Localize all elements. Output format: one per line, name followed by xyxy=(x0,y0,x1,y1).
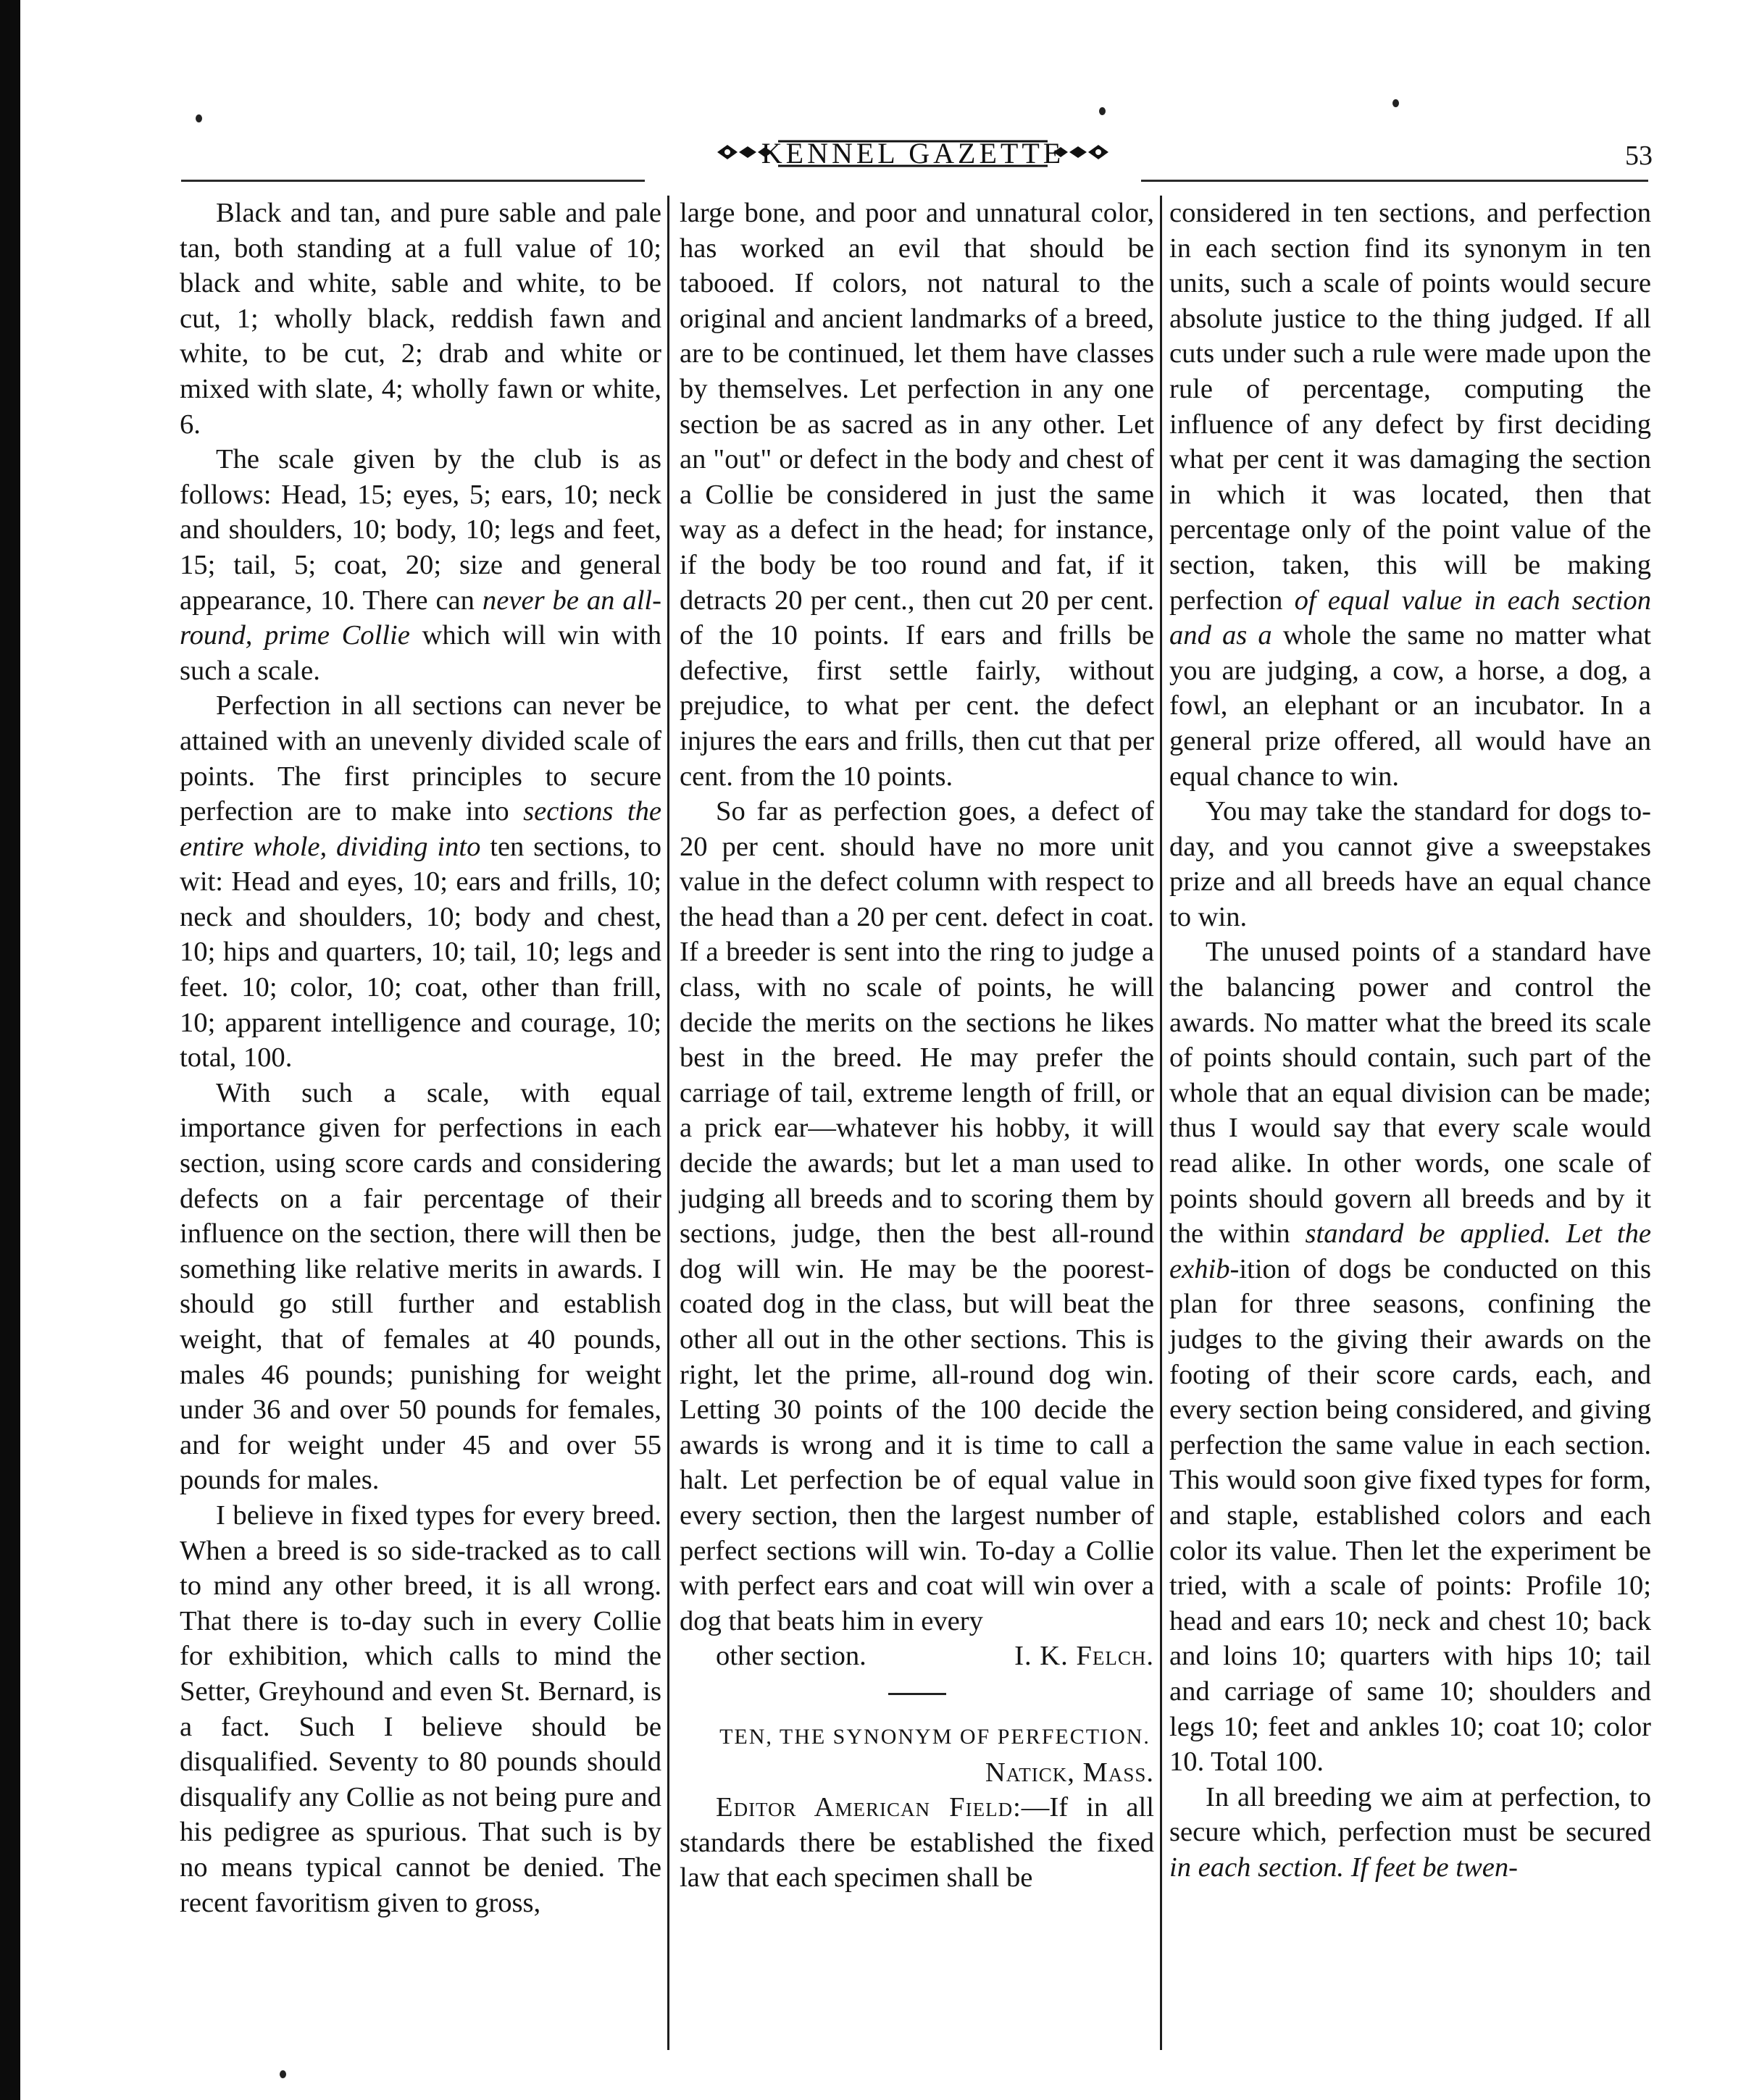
column-3 xyxy=(1169,196,1651,1886)
paragraph: I believe in fixed types for every breed. When a breed is so side-tracked as to call to mind any other breed, it is all wrong. That there is to-day such in every Collie for exhibition, which calls to mind the Setter, Greyhound and even St. Bernard, is a fact. Such I believe should be disqualified. Seventy to 80 pounds should disqualify any Collie as not being pure and his pedigree as spurious. That such is by no means typical cannot be denied. The recent favoritism given to gross, xyxy=(180,1499,661,1918)
paragraph: large bone, and poor and unnatural color, has worked an evil that should be tabooed. If colors, not natural to the original and ancient landmarks of a breed, are to be continued, let them have classes by themselves. Let perfection in any one section be as sacred as in any other. Let an "out" or defect in the body and chest of a Collie be considered in just the same way as a defect in the head; for instance, if the body be too round and fat, if it detracts 20 per cent., then cut 20 per cent. of the 10 points. If ears and frills be defective, first settle fairly, without prejudice, to what per cent. the defect injures the ears and frills, then cut that per cent. from the 10 points. xyxy=(680,198,1154,792)
column-divider xyxy=(667,196,669,2050)
paragraph: Black and tan, and pure sable and pale tan, both standing at a full value of 10; black and white, sable and white, to be cut, 1; wholly black, reddish fawn and white, to be cut, 2; drab and white or mixed with slate, 4; wholly fawn or white, 6. xyxy=(180,198,661,440)
paragraph: With such a scale, with equal importance given for perfections in each section, using score cards and considering defects on a fair percentage of their influence on the section, there will then be something like relative merits in awards. I should go still further and establish weight, that of females at 40 pounds, males 46 pounds; punishing for weight under 36 and over 50 pounds for females, and for weight under 45 and over 55 pounds for males. xyxy=(180,1077,661,1496)
signature-line: other section. I. K. Felch. xyxy=(716,1641,1154,1672)
ink-speck xyxy=(280,2070,286,2078)
header-rule xyxy=(181,180,645,182)
paragraph: You may take the standard for dogs to-day, and you cannot give a sweepstakes prize and all breeds have an equal chance to win. xyxy=(1169,796,1651,932)
paragraph: So far as perfection goes, a defect of 20 per cent. should have no more unit value in the defect column with respect to the head than a 20 per cent. defect in coat. If a breeder is sent into the ring to judge a class, with no scale of points, he will decide the merits on the sections he likes best in the breed. He may prefer the carriage of tail, extreme length of frill, or a prick ear—whatever his hobby, it will decide the awards; but let a man used to judging all breeds and to scoring them by sections, judge, then the best all-round dog will win. He may be the poorest-coated dog in the class, but will beat the other all out in the other sections. This is right, let the prime, all-round dog win. Letting 30 points of the 100 decide the awards is wrong and it is time to call a halt. Let perfection be of equal value in every section, then the largest number of perfect sections will win. To-day a Collie with perfect ears and coat will win over a dog that beats him in every xyxy=(680,796,1154,1636)
ink-speck xyxy=(1392,99,1399,107)
paragraph: Editor American Field:—If in all standards there be established the fixed law that each specimen shall be xyxy=(680,1792,1154,1894)
article-headline: TEN, THE SYNONYM OF PERFECTION. xyxy=(719,1724,1150,1749)
masthead-logo xyxy=(710,121,1116,183)
scan-binding-edge xyxy=(0,0,20,2100)
page-header xyxy=(0,112,1754,185)
section-divider xyxy=(888,1693,946,1695)
column-divider xyxy=(1160,196,1162,2050)
dateline: Natick, Mass. xyxy=(985,1757,1154,1788)
paragraph: In all breeding we aim at perfection, to secure which, perfection must be secured in each section. If feet be twen- xyxy=(1169,1781,1651,1883)
paragraph: The scale given by the club is as follows: Head, 15; eyes, 5; ears, 10; neck and shoulders, 10; body, 10; legs and feet, 15; tail, 5; coat, 20; size and general appearance, 10. There can never be an all-round, prime Collie which will win with such a scale. xyxy=(180,444,661,686)
header-rule xyxy=(1141,180,1648,182)
paragraph: considered in ten sections, and perfection in each section find its synonym in ten units, such a scale of points would secure absolute justice to the thing judged. If all cuts under such a rule were made upon the rule of percentage, computing the influence of any defect by first deciding what per cent it was damaging the section in which it was located, then that percentage only of the point value of the section, taken, this will be making perfection of equal value in each section and as a whole the same no matter what you are judging, a cow, a horse, a dog, a fowl, an elephant or an incubator. In a general prize offered, all would have an equal chance to win. xyxy=(1169,198,1651,792)
paragraph: Perfection in all sections can never be attained with an unevenly divided scale of points. The first principles to secure perfection are to make into sections the entire whole, dividing into ten sections, to wit: Head and eyes, 10; ears and frills, 10; neck and shoulders, 10; body and chest, 10; hips and quarters, 10; tail, 10; legs and feet. 10; color, 10; coat, other than frill, 10; apparent intelligence and courage, 10; total, 100. xyxy=(180,690,661,1074)
column-1 xyxy=(180,196,661,1920)
paragraph: The unused points of a standard have the balancing power and control the awards. No matter what the breed its scale of points should contain, such part of the whole that an equal division can be made; thus I would say that every scale would read alike. In other words, one scale of points should govern all breeds and by it the within standard be applied. Let the exhib-ition of dogs be conducted on this plan for three seasons, confining the judges to the giving their awards on the footing of their score cards, each, and every section being considered, and giving perfection the same value in each section. This would soon give fixed types for form, and staple, established colors and each color its value. Then let the experiment be tried, with a scale of points: Profile 10; head and ears 10; neck and chest 10; back and loins 10; quarters with hips 10; tail and carriage of same 10; shoulders and legs 10; feet and ankles 10; coat 10; color 10. Total 100. xyxy=(1169,937,1651,1778)
svg-text:KENNEL GAZETTE: KENNEL GAZETTE xyxy=(761,137,1065,170)
column-2 xyxy=(680,196,1154,1896)
page-number: 53 xyxy=(1625,141,1653,171)
